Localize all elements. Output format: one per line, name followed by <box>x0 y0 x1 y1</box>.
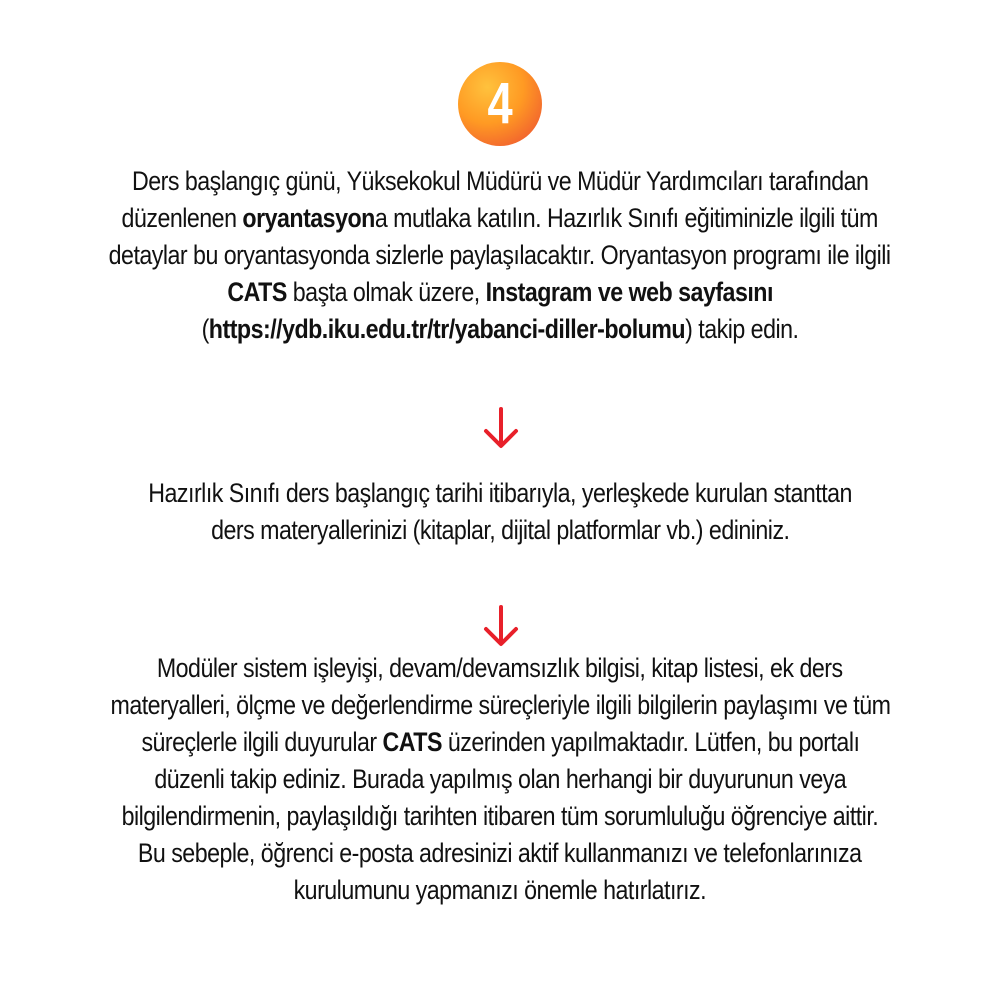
text-line: düzenli takip ediniz. Burada yapılmış olan herhangi bir duyurunun veya <box>154 764 846 794</box>
text-line: Modüler sistem işleyişi, devam/devamsızlık bilgisi, kitap listesi, ek ders <box>157 653 843 683</box>
text-line: ders materyallerinizi (kitaplar, dijital platformlar vb.) edininiz. <box>210 515 790 545</box>
cats-paragraph <box>40 650 960 909</box>
text-line: kurulumunu yapmanızı önemle hatırlatırız. <box>293 875 707 905</box>
bold-term-cats: CATS <box>382 727 442 757</box>
materials-paragraph <box>40 475 960 549</box>
text-line: CATS başta olmak üzere, Instagram ve web sayfasını <box>227 277 773 307</box>
down-arrow-icon <box>481 406 521 450</box>
bold-term-oryantasyon: oryantasyon <box>242 203 376 233</box>
step-number-badge <box>458 62 542 146</box>
text-line: Ders başlangıç günü, Yüksekokul Müdürü ve Müdür Yardımcıları tarafından <box>131 166 869 196</box>
down-arrow-icon <box>481 604 521 648</box>
text-line: detaylar bu oryantasyonda sizlerle paylaşılacaktır. Oryantasyon programı ile ilgili <box>109 240 891 270</box>
text-line: materyalleri, ölçme ve değerlendirme süreçleriyle ilgili bilgilerin paylaşımı ve tüm <box>110 690 890 720</box>
bold-term-cats: CATS <box>227 277 287 307</box>
text-line: Hazırlık Sınıfı ders başlangıç tarihi itibarıyla, yerleşkede kurulan stanttan <box>148 478 852 508</box>
text-line: bilgilendirmenin, paylaşıldığı tarihten itibaren tüm sorumluluğu öğrenciye aittir. <box>121 801 879 831</box>
text-line: düzenlenen oryantasyona mutlaka katılın. Hazırlık Sınıfı eğitiminizle ilgili tüm <box>121 203 879 233</box>
text-line: Bu sebeple, öğrenci e-posta adresinizi aktif kullanmanızı ve telefonlarınıza <box>138 838 862 868</box>
website-link[interactable]: https://ydb.iku.edu.tr/tr/yabanci-diller-bolumu <box>208 314 686 344</box>
step-number: 4 <box>487 71 513 136</box>
text-line: süreçlerle ilgili duyurular CATS üzerinden yapılmaktadır. Lütfen, bu portalı <box>141 727 859 757</box>
bold-term-instagram-web: Instagram ve web sayfasını <box>485 277 773 307</box>
orientation-paragraph <box>40 163 960 348</box>
text-line: (https://ydb.iku.edu.tr/tr/yabanci-diller-bolumu) takip edin. <box>201 314 799 344</box>
